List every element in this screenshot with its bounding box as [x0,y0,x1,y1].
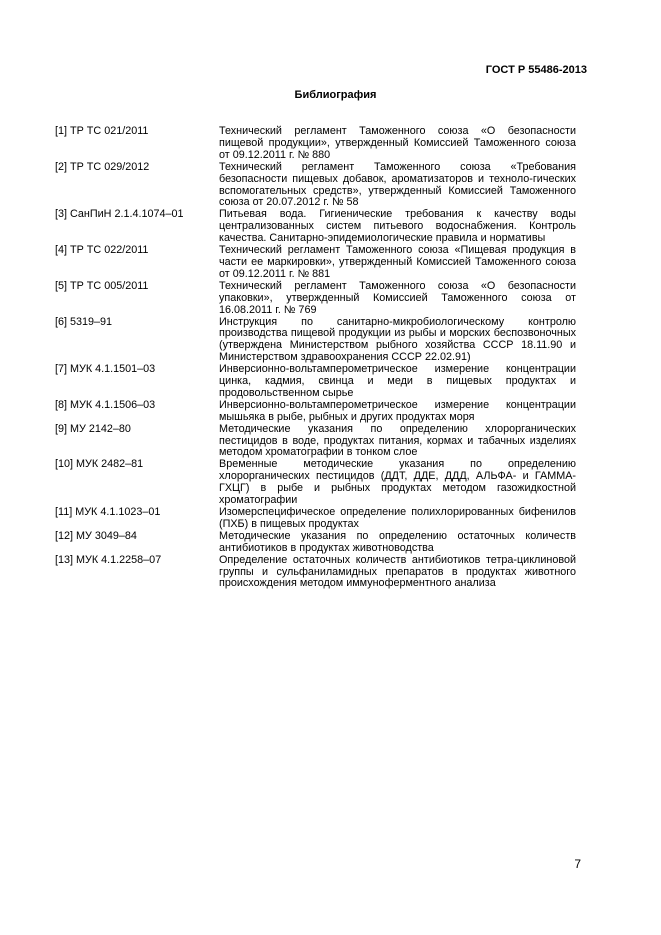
entry-text: Определение остаточных количеств антибиотиков тетра-циклиновой группы и сульфаниламидных препаратов в продуктах животного происхождения методом иммуноферментного анализа [219,553,576,590]
entry-text: Инструкция по санитарно-микробиологическому контролю производства пищевой продукции из рыбы и морских беспозвоночных (утверждена Министерством рыбного хозяйства СССР 18.11.90 и Министерством здравоохранения СССР 22.02.91) [219,315,576,364]
bibliography-entry [53,281,576,317]
bibliography-entry [53,364,576,400]
entry-text: Технический регламент Таможенного союза «Пищевая продукция в части ее маркировки», утвержденный Комиссией Таможенного союза от 09.12.2011 г. № 881 [219,244,576,280]
entry-code: [10] МУК 2482–81 [55,458,144,471]
bibliography-entry [53,531,576,555]
bibliography-entry [53,245,576,281]
page-number: 7 [574,857,581,871]
entry-code: [2] ТР ТС 029/2012 [55,160,150,173]
bibliography-entry [53,507,576,531]
entry-code: [5] ТР ТС 005/2011 [55,279,149,292]
entry-code: [6] 5319–91 [55,315,113,328]
bibliography-entry [53,555,576,591]
entry-code: [8] МУК 4.1.1506–03 [55,398,156,411]
bibliography-entry [53,459,576,507]
entry-code: [1] ТР ТС 021/2011 [55,125,149,137]
page-title: Библиография [294,89,377,101]
entry-code: [11] МУК 4.1.1023–01 [55,506,161,518]
entry-code: [4] ТР ТС 022/2011 [55,244,149,257]
bibliography-entry [53,162,576,210]
bibliography-entry [53,126,576,162]
bibliography-entry [53,424,576,460]
bibliography-entry [53,209,576,245]
entry-code: [9] МУ 2142–80 [55,422,131,435]
entry-code: [12] МУ 3049–84 [55,529,137,542]
entry-text: Методические указания по определению хлорорганических пестицидов в воде, продуктах питания, кормах и табачных изделиях методом хроматографии в тонком слое [219,422,576,459]
entry-text: Питьевая вода. Гигиенические требования к качеству воды централизованных систем питьевого водоснабжения. Контроль качества. Санитарно-эпидемиологические правила и нормативы [219,208,576,245]
entry-code: [13] МУК 4.1.2258–07 [55,553,162,566]
entry-text: Технический регламент Таможенного союза «О безопасности упаковки», утвержденный Комиссией Таможенного союза от 16.08.2011 г. № 769 [219,279,576,316]
bibliography-list [53,126,576,590]
document-header: ГОСТ Р 55486-2013 [485,64,587,76]
bibliography-entry [53,400,576,424]
entry-text: Временные методические указания по определению хлорорганических пестицидов (ДДТ, ДДЕ, ДДД, АЛЬФА- и ГАММА-ГХЦГ) в рыбе и рыбных продуктах методом газожидкостной хроматографии [219,458,576,507]
entry-code: [3] СанПиН 2.1.4.1074–01 [55,208,184,221]
entry-text: Методические указания по определению остаточных количеств антибиотиков в продуктах животноводства [219,529,576,554]
entry-code: [7] МУК 4.1.1501–03 [55,363,156,376]
entry-text: Инверсионно-вольтамперометрическое измерение концентрации мышьяка в рыбе, рыбных и других продуктах моря [219,398,576,423]
entry-text: Изомерспецифическое определение полихлорированных бифенилов (ПХБ) в пищевых продуктах [219,506,576,530]
bibliography-entry [53,317,576,365]
entry-text: Технический регламент Таможенного союза «О безопасности пищевой продукции», утвержденный Комиссией Таможенного союза от 09.12.2011 г. № 880 [219,125,576,161]
entry-text: Инверсионно-вольтамперометрическое измерение концентрации цинка, кадмия, свинца и меди в пищевых продуктах и продовольственном сырье [219,363,576,399]
entry-text: Технический регламент Таможенного союза «Требования безопасности пищевых добавок, ароматизаторов и техноло-гических вспомогательных средств», утвержденный Комиссией Таможенного союза от 20.07.2012 г. № 58 [219,160,576,209]
